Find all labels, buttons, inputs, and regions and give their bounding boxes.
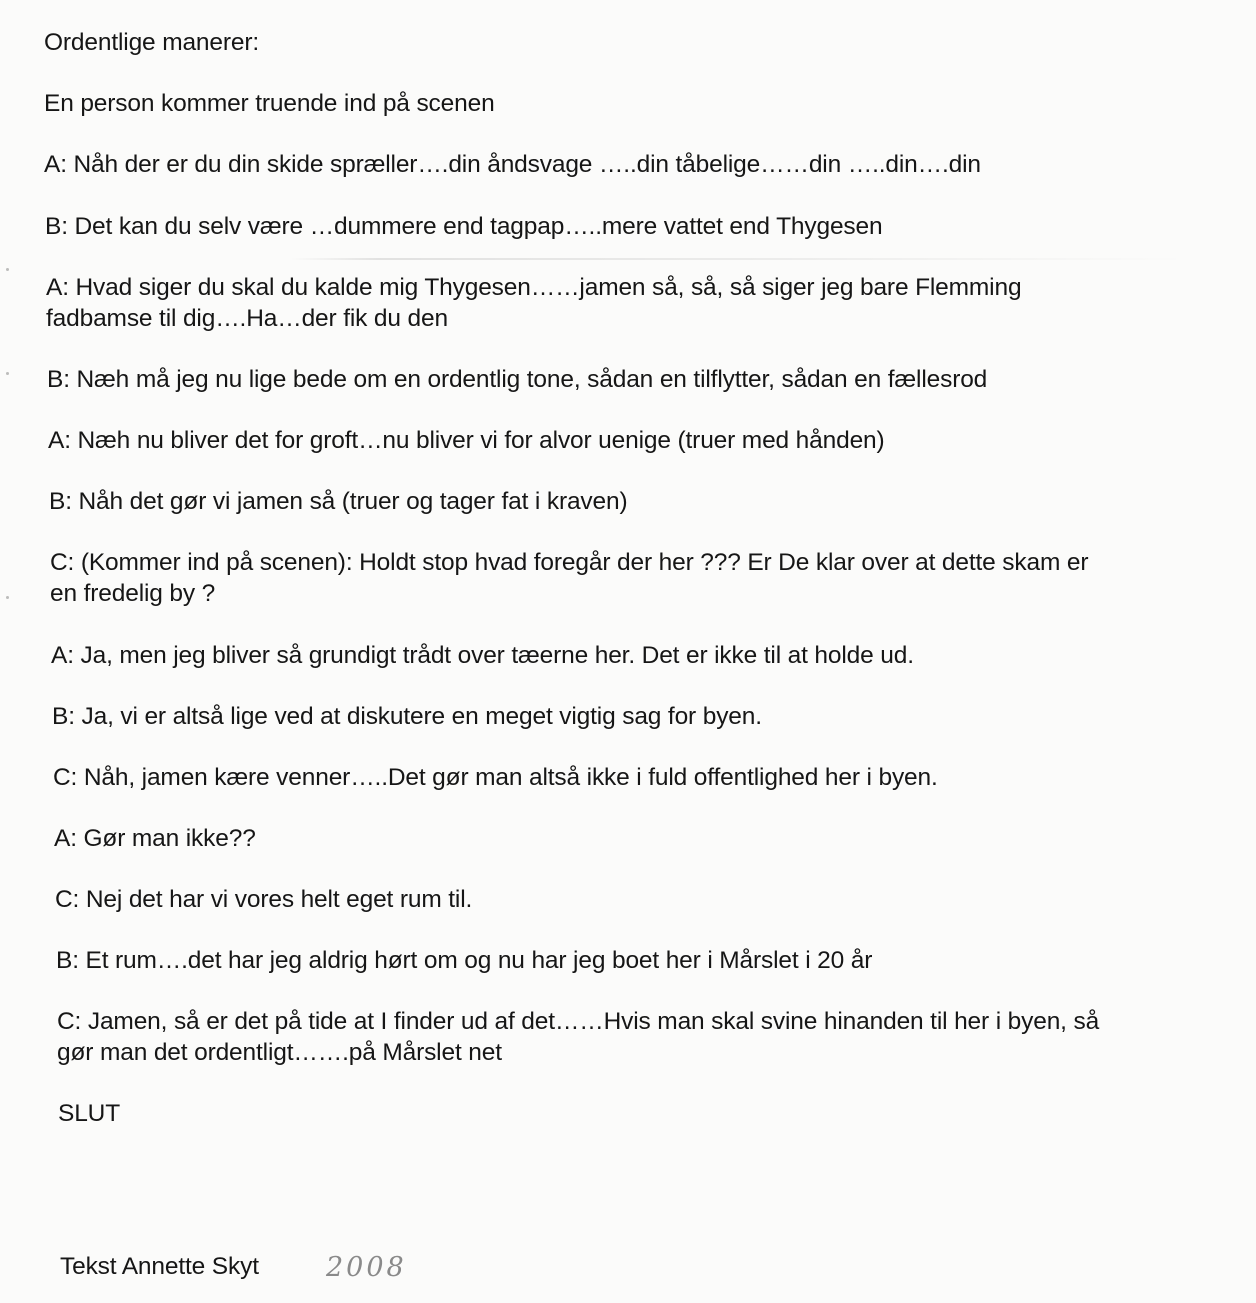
dialogue-line: B: Ja, vi er altså lige ved at diskutere en meget vigtig sag for byen. — [52, 703, 762, 730]
dialogue-line: C: Nej det har vi vores helt eget rum til. — [55, 886, 473, 913]
dialogue-line: A: Gør man ikke?? — [54, 825, 256, 852]
dialogue-line: A: Hvad siger du skal du kalde mig Thygesen……jamen så, så, så siger jeg bare Flemming — [46, 274, 1022, 301]
dialogue-line: A: Nåh der er du din skide spræller….din åndsvage …..din tåbelige……din …..din….din — [44, 151, 981, 178]
dialogue-line: C: Jamen, så er det på tide at I finder ud af det……Hvis man skal svine hinanden til her i byen, så — [57, 1008, 1100, 1035]
scan-artifact-dot — [6, 268, 9, 271]
dialogue-line: B: Et rum….det har jeg aldrig hørt om og nu har jeg boet her i Mårslet i 20 år — [56, 947, 873, 974]
handwritten-year: 2008 — [326, 1252, 407, 1283]
stage-direction: En person kommer truende ind på scenen — [44, 90, 495, 117]
scan-artifact-dot — [6, 596, 9, 599]
dialogue-line: C: Nåh, jamen kære venner…..Det gør man altså ikke i fuld offentlighed her i byen. — [53, 764, 938, 791]
dialogue-line-continuation: en fredelig by ? — [50, 580, 216, 607]
scan-artifact-dot — [6, 372, 9, 375]
author-credit: Tekst Annette Skyt — [60, 1253, 259, 1280]
dialogue-line-continuation: gør man det ordentligt…….på Mårslet net — [57, 1039, 502, 1066]
dialogue-line-continuation: fadbamse til dig….Ha…der fik du den — [46, 305, 448, 332]
document-title: Ordentlige manerer: — [44, 29, 260, 56]
end-marker: SLUT — [58, 1100, 121, 1127]
dialogue-line: B: Det kan du selv være …dummere end tagpap…..mere vattet end Thygesen — [45, 213, 883, 240]
scan-artifact-line — [290, 258, 1190, 260]
dialogue-line: B: Nåh det gør vi jamen så (truer og tager fat i kraven) — [49, 488, 628, 515]
dialogue-line: C: (Kommer ind på scenen): Holdt stop hvad foregår der her ??? Er De klar over at dette skam er — [50, 549, 1089, 576]
dialogue-line: B: Næh må jeg nu lige bede om en ordentlig tone, sådan en tilflytter, sådan en fællesrod — [47, 366, 988, 393]
dialogue-line: A: Næh nu bliver det for groft…nu bliver vi for alvor uenige (truer med hånden) — [48, 427, 885, 454]
dialogue-line: A: Ja, men jeg bliver så grundigt trådt over tæerne her. Det er ikke til at holde ud. — [51, 642, 914, 669]
